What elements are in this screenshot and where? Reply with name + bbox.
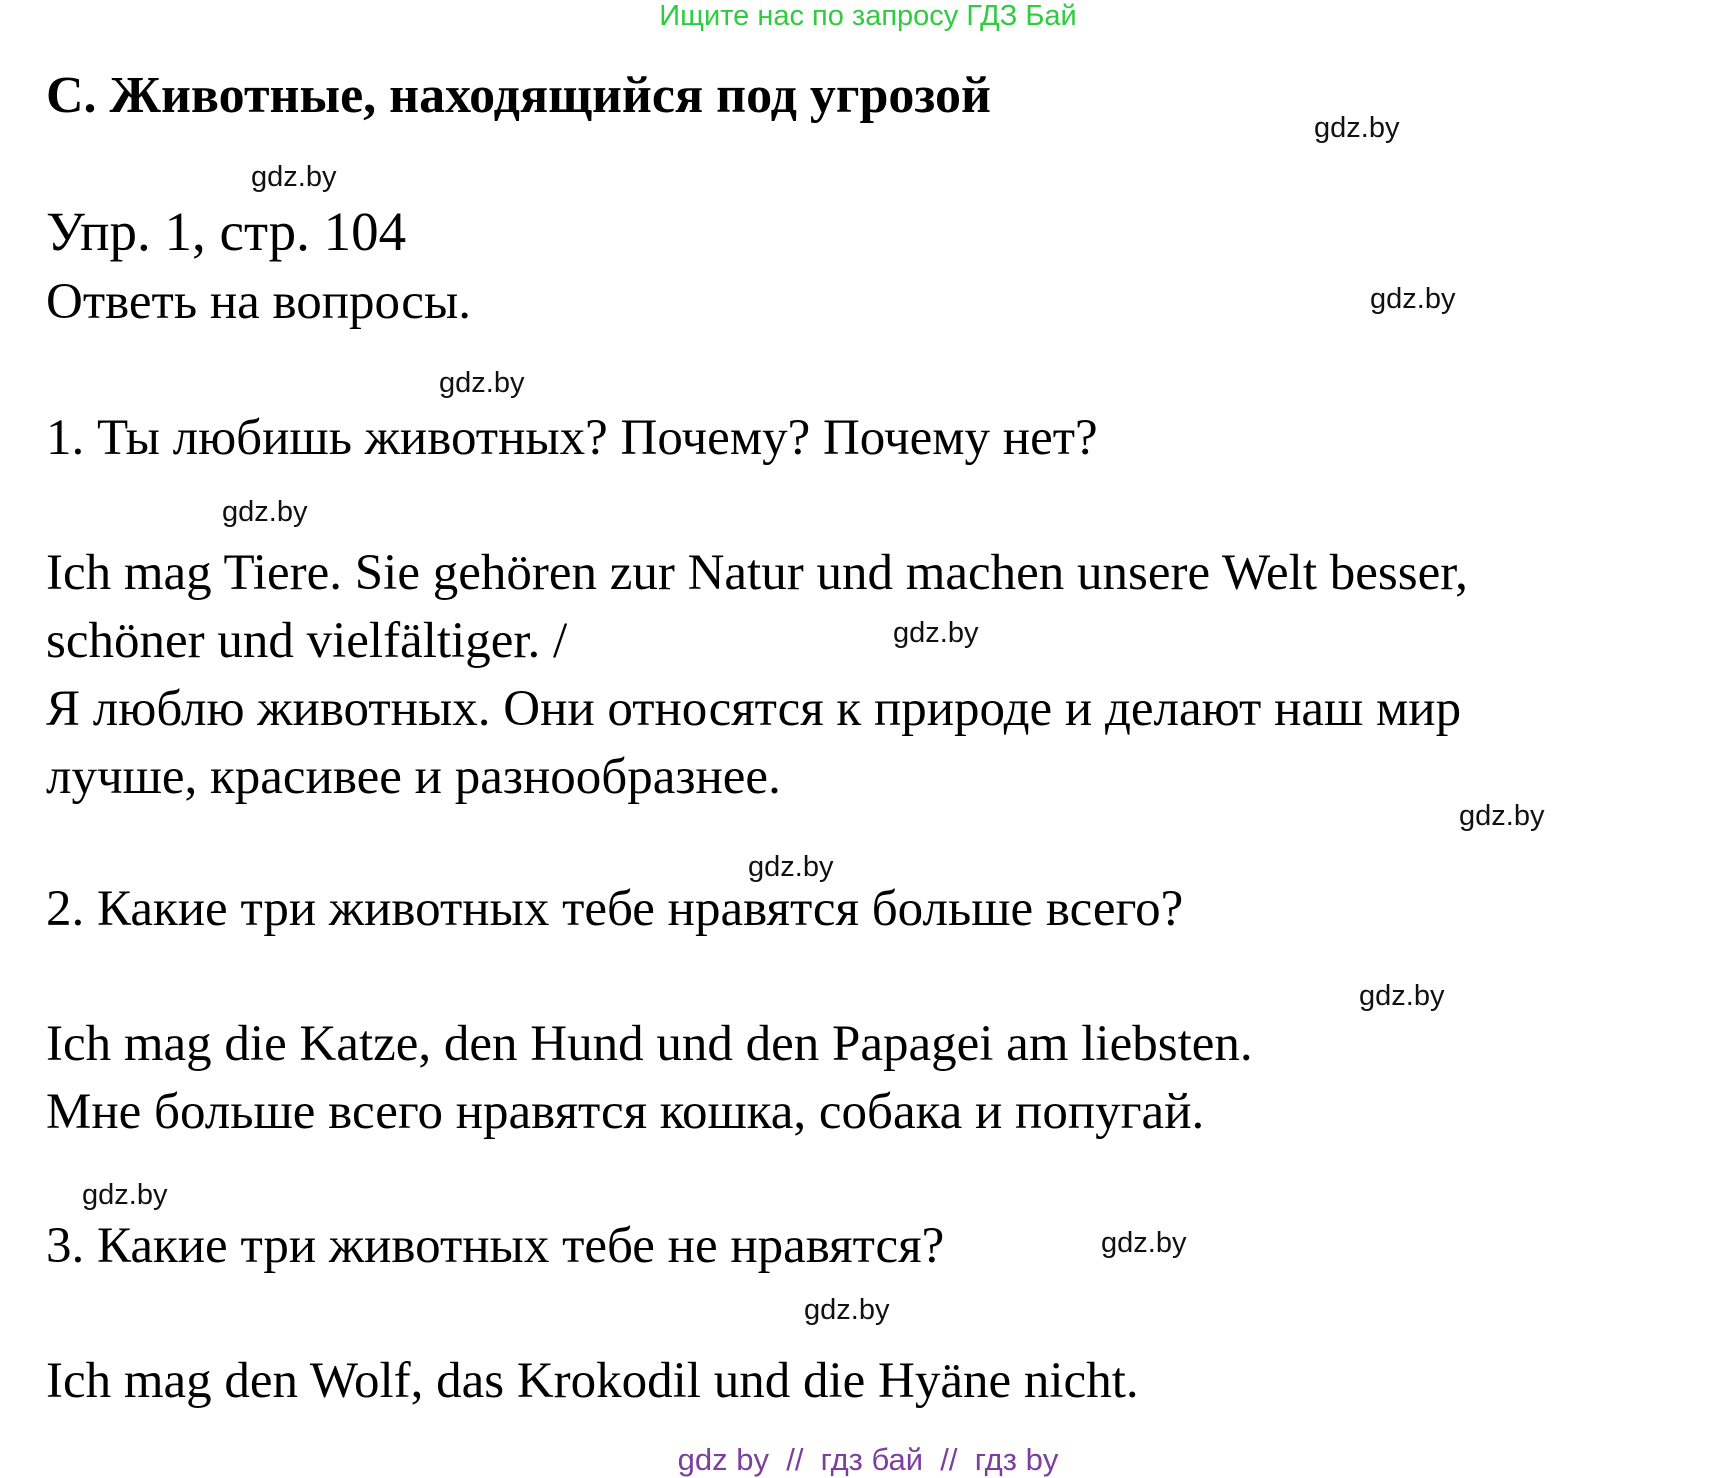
page-title: C. Животные, находящийся под угрозой <box>46 67 991 124</box>
answer-3 <box>46 1347 1139 1415</box>
answer-2 <box>46 1010 1253 1146</box>
watermark: gdz.by <box>1101 1227 1187 1259</box>
watermark: gdz.by <box>439 367 525 399</box>
answer-1 <box>46 539 1468 811</box>
answer-line: Мне больше всего нравятся кошка, собака и попугай. <box>46 1084 1205 1140</box>
instruction: Ответь на вопросы. <box>46 274 471 330</box>
answer-line: Ich mag Tiere. Sie gehören zur Natur und machen unsere Welt besser, <box>46 545 1468 601</box>
answer-line: Ich mag die Katze, den Hund und den Papagei am liebsten. <box>46 1016 1253 1072</box>
question-1: 1. Ты любишь животных? Почему? Почему нет? <box>46 410 1098 466</box>
watermark: gdz.by <box>82 1179 168 1211</box>
question-3: 3. Какие три животных тебе не нравятся? <box>46 1218 945 1274</box>
answer-line: Я люблю животных. Они относятся к природе и делают наш мир <box>46 681 1462 737</box>
top-banner: Ищите нас по запросу ГДЗ Бай <box>659 0 1077 32</box>
watermark: gdz.by <box>222 496 308 528</box>
watermark: gdz.by <box>1459 800 1545 832</box>
answer-line: лучше, красивее и разнообразнее. <box>46 749 781 805</box>
answer-line: Ich mag den Wolf, das Krokodil und die Hyäne nicht. <box>46 1353 1139 1409</box>
footer-links: gdz by // гдз бай // гдз by <box>677 1442 1059 1477</box>
watermark: gdz.by <box>804 1294 890 1326</box>
answer-line: schöner und vielfältiger. / <box>46 613 568 669</box>
exercise-heading: Упр. 1, стр. 104 <box>46 201 407 262</box>
watermark: gdz.by <box>893 617 979 649</box>
watermark: gdz.by <box>1314 112 1400 144</box>
watermark: gdz.by <box>1370 283 1456 315</box>
watermark: gdz.by <box>251 161 337 193</box>
watermark: gdz.by <box>1359 980 1445 1012</box>
question-2: 2. Какие три животных тебе нравятся больше всего? <box>46 881 1184 937</box>
watermark: gdz.by <box>748 851 834 883</box>
